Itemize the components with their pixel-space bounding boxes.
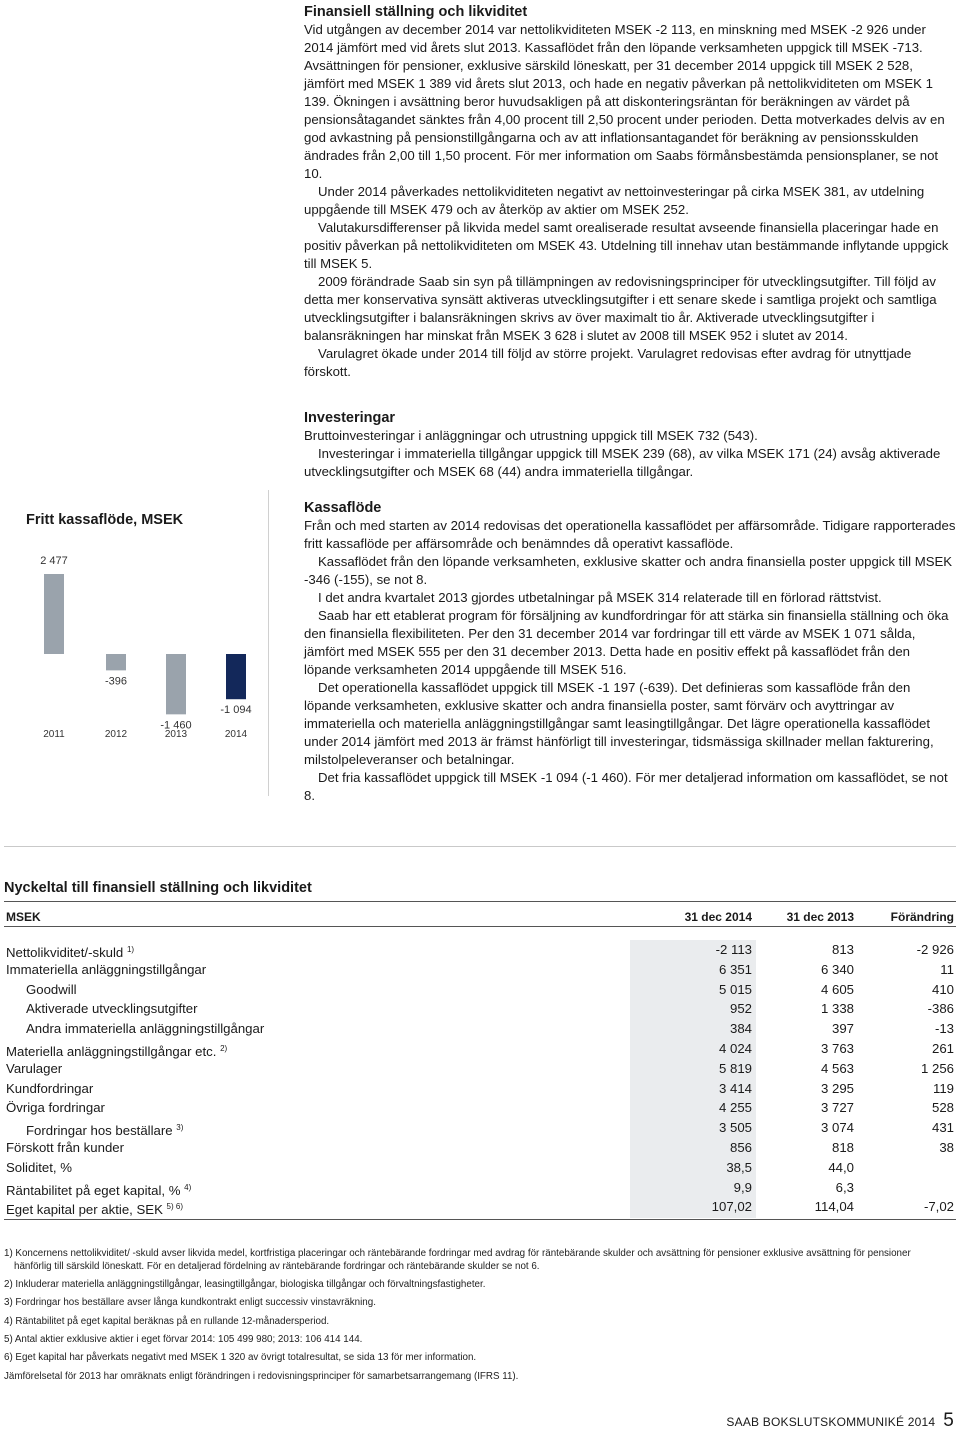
footnote-ref: 3) xyxy=(176,1123,184,1133)
paragraph: Under 2014 påverkades nettolikviditeten negativt av nettoinvesteringar på cirka MSEK 381, av utdelning uppgående till MSEK 479 och av återköp av aktier om MSEK 252. xyxy=(304,184,925,217)
row-label xyxy=(26,999,198,1019)
cell-v3: -13 xyxy=(934,1021,954,1037)
row-label-text: Goodwill xyxy=(26,981,77,997)
footnote: Jämförelsetal för 2013 har omräknats enligt förändringen i redovisningsprinciper för samarbetsarrangemang (IFRS 11). xyxy=(4,1370,519,1382)
row-label-text: Nettolikviditet/-skuld xyxy=(6,945,124,960)
cell-v2: 4 605 xyxy=(820,981,854,997)
section-heading: Investeringar xyxy=(304,410,396,426)
footnote: 6) Eget kapital har påverkats negativt med MSEK 1 320 av övrigt totalresultat, se sida 13 för mer information. xyxy=(4,1352,477,1364)
table-row xyxy=(4,1178,956,1198)
paragraph: Valutakursdifferenser på likvida medel samt orealiserade resultat avseende finansiella placeringar hade en positiv påverkan på nettolikviditeten om MSEK 43. Utdelning till innehav utan bestämmande inflytande uppgick till MSEK 5. xyxy=(304,220,949,271)
cell-v3: -386 xyxy=(927,1001,954,1017)
cell-v3: 410 xyxy=(931,981,954,997)
table-row xyxy=(4,1098,956,1118)
section-finansiell-stallning xyxy=(304,3,956,381)
table-head-rule xyxy=(4,901,956,902)
cell-v2: 813 xyxy=(831,942,854,957)
paragraph: Investeringar i immateriella tillgångar uppgick till MSEK 239 (68), av vilka MSEK 171 (24) avsåg aktiverade utvecklingsutgifter och MSEK 68 (44) andra immateriella tillgångar. xyxy=(304,446,941,479)
table-bottom-rule xyxy=(4,1219,956,1220)
cell-v2: 3 295 xyxy=(820,1080,854,1096)
cell-v2: 6 340 xyxy=(820,961,854,977)
cell-v2: 6,3 xyxy=(835,1179,854,1195)
row-label xyxy=(6,1059,62,1079)
row-label-text: Övriga fordringar xyxy=(6,1100,105,1116)
header-unit: MSEK xyxy=(6,910,41,924)
table-top-divider xyxy=(4,846,956,847)
table-row xyxy=(4,1158,956,1178)
value-label-2012: -396 xyxy=(104,675,128,688)
cell-v3: 119 xyxy=(932,1080,954,1096)
bar-2012 xyxy=(106,654,126,670)
footnote-ref: 5) 6) xyxy=(166,1202,183,1212)
category-label-2013: 2013 xyxy=(164,729,188,740)
table-row xyxy=(4,980,956,1000)
table-row xyxy=(4,999,956,1019)
footer-label: SAAB BOKSLUTSKOMMUNIKÉ 2014 xyxy=(726,1415,936,1429)
row-label xyxy=(6,1079,93,1099)
cell-v1: 9,9 xyxy=(733,1179,752,1195)
table-header-rule xyxy=(4,926,956,927)
row-label-text: Förskott från kunder xyxy=(6,1139,125,1155)
row-label xyxy=(6,1138,124,1158)
paragraph: Vid utgången av december 2014 var nettolikviditeten MSEK -2 113, en minskning med MSEK -2 926 under 2014 jämfört med vid årets slut 2013. Kassaflödet från den löpande verksamheten uppgick till MSEK -713. Avsättningen för pensioner, exklusive särskild löneskatt, per 31 december 2014 uppgick till MSEK 2 528, jämfört med MSEK 1 389 vid årets slut 2013, och hade en negativ påverkan på nettolikviditeten om MSEK 1 139. Ökningen i avsättning beror huvudsakligen på att diskonteringsräntan för beräkningen av värdet på pensionsåtagandet sänktes från 4,00 procent till 2,50 procent under perioden. Detta motverkades delvis av en god avkastning på pensionstillgångarna och av att inflationsantagandet för beräkning av pensionsskulden ändrades från 2,00 till 1,50 procent. För mer information om Saabs förmånsbestämda pensionsplaner, se not 10. xyxy=(304,22,945,181)
cell-v2: 114,04 xyxy=(814,1199,854,1215)
paragraph: Bruttoinvesteringar i anläggningar och utrustning uppgick till MSEK 732 (543). xyxy=(304,428,758,443)
table-row xyxy=(4,1079,956,1099)
cell-v3: 1 256 xyxy=(920,1060,954,1076)
row-label-text: Andra immateriella anläggningstillgångar xyxy=(26,1021,265,1037)
cell-v2: 818 xyxy=(831,1139,854,1155)
row-label-text: Räntabilitet på eget kapital, % xyxy=(6,1182,181,1198)
cell-v3: -7,02 xyxy=(923,1199,954,1215)
cell-v1: 952 xyxy=(729,1001,752,1017)
cell-v1: 5 819 xyxy=(718,1060,752,1076)
table-row xyxy=(4,1197,956,1217)
category-label-2011: 2011 xyxy=(43,729,65,740)
row-label-text: Soliditet, % xyxy=(6,1159,72,1175)
cell-v2: 44,0 xyxy=(828,1159,854,1175)
cell-v3: 38 xyxy=(939,1139,954,1155)
value-label-2013: -1 460 xyxy=(160,719,192,732)
footnote-ref: 2) xyxy=(220,1043,228,1053)
section-heading: Finansiell ställning och likviditet xyxy=(304,4,528,20)
row-label xyxy=(6,1158,72,1178)
cell-v2: 3 763 xyxy=(820,1040,854,1056)
value-label-2011: 2 477 xyxy=(40,555,68,567)
cell-v1: 6 351 xyxy=(718,961,752,977)
paragraph: Från och med starten av 2014 redovisas det operationella kassaflödet per affärsområde. Tidigare rapporterades fritt kassaflöde per affärsområde och benämndes då operativt kassaflöde. xyxy=(304,518,956,551)
header-2013: 31 dec 2013 xyxy=(786,910,854,924)
cell-v3: 11 xyxy=(940,961,954,977)
page-number: 5 xyxy=(943,1410,954,1431)
chart-plot xyxy=(18,506,268,806)
table-row xyxy=(4,1118,956,1138)
row-label-text: Materiella anläggningstillgångar etc. xyxy=(6,1043,217,1059)
page-footer xyxy=(726,1410,954,1432)
footnote: 4) Räntabilitet på eget kapital beräknas på en rullande 12-månadersperiod. xyxy=(4,1315,330,1327)
footnote: 3) Fordringar hos beställare avser långa kundkontrakt enligt successiv vinstavräkning. xyxy=(4,1297,376,1309)
bar-2014 xyxy=(226,654,246,699)
table-row xyxy=(4,960,956,980)
footnote-ref: 4) xyxy=(184,1182,192,1192)
paragraph: Saab har ett etablerat program för försäljning av kundfordringar för att stärka sin finansiella ställning och öka den finansiella flexibiliteten. Per den 31 december 2014 var fordringar till ett värde av MSEK 1 071 sålda, jämfört med MSEK 555 per den 31 december 2013. Detta hade en positiv effekt på kassaflödet från den löpande verksamheten 2014 uppgående till MSEK 516. xyxy=(304,608,949,677)
row-label-text: Aktiverade utvecklingsutgifter xyxy=(26,1001,198,1017)
paragraph: Kassaflödet från den löpande verksamheten, exklusive skatter och andra finansiella poster uppgick till MSEK -346 (-155), se not 8. xyxy=(304,554,953,587)
paragraph: Det operationella kassaflödet uppgick till MSEK -1 197 (-639). Det definieras som kassaflöde från den löpande verksamheten, exklusive skatter och andra finansiella poster, samt förvärv och avyttringar av immateriella och materiella anläggningstillgångar samt leasingtillgångar. Det lägre operationella kassaflödet under 2014 jämfört med 2013 är främst hänförligt till investeringar, tidsmässiga skillnader mellan fakturering, milstolpeleveranser och betalningar. xyxy=(304,680,934,767)
cell-v1: 856 xyxy=(729,1139,752,1155)
cell-v1: 107,02 xyxy=(711,1199,752,1215)
cell-v1: 5 015 xyxy=(718,981,752,997)
footnote: 1) Koncernens nettolikviditet/ -skuld avser likvida medel, kortfristiga placeringar och räntebärande fordringar med avdrag för räntebärande skulder och avsättning för pensioner exklusive avsättning för pensioner hänförlig till särskild löneskatt. För en detaljerad fördelning av räntebärande fordringar och räntebärande skulder se not 6. xyxy=(4,1248,911,1272)
paragraph: Det fria kassaflödet uppgick till MSEK -1 094 (-1 460). För mer detaljerad information om kassaflödet, se not 8. xyxy=(304,770,948,803)
section-heading: Kassaflöde xyxy=(304,500,382,516)
row-label-text: Fordringar hos beställare xyxy=(26,1123,173,1139)
row-label-text: Kundfordringar xyxy=(6,1080,94,1096)
paragraph: 2009 förändrade Saab sin syn på tillämpningen av redovisningsprinciper för utvecklingsutgifter. Till följd av detta mer konservativa synsätt aktiveras utvecklingsutgifter i ett senare skede i samtliga projekt och samtliga utvecklingsutgifter i balansräkningen skrivs av över maximalt tio år. Aktiverade utvecklingsutgifter i balansräkningen har minskat från MSEK 3 628 i slutet av 2008 till MSEK 952 i slutet av 2014. xyxy=(304,274,937,343)
chart-divider xyxy=(268,490,269,796)
bar-2013 xyxy=(166,654,186,714)
cell-v2: 4 563 xyxy=(820,1060,854,1076)
row-label xyxy=(26,980,77,1000)
cell-v2: 3 727 xyxy=(820,1100,854,1116)
table-header xyxy=(4,906,956,926)
row-label-text: Eget kapital per aktie, SEK xyxy=(6,1202,163,1218)
free-cashflow-chart xyxy=(18,506,268,806)
row-label-text: Varulager xyxy=(6,1060,63,1076)
table-row xyxy=(4,940,956,960)
cell-v1: 4 024 xyxy=(718,1040,752,1056)
row-label xyxy=(6,1098,105,1118)
cell-v2: 1 338 xyxy=(820,1001,854,1017)
cell-v1: 384 xyxy=(729,1021,752,1037)
cell-v3: 261 xyxy=(931,1040,954,1056)
cell-v3: -2 926 xyxy=(916,942,954,957)
cell-v1: 38,5 xyxy=(726,1159,752,1175)
row-label xyxy=(26,1019,264,1039)
footnote: 5) Antal aktier exklusive aktier i eget förvar 2014: 105 499 980; 2013: 106 414 144. xyxy=(4,1333,363,1345)
table-row xyxy=(4,1019,956,1039)
table-title: Nyckeltal till finansiell ställning och likviditet xyxy=(4,880,312,896)
cell-v1: 3 414 xyxy=(718,1080,752,1096)
value-label-2014: -1 094 xyxy=(220,704,252,717)
table-row xyxy=(4,1138,956,1158)
table-row xyxy=(4,1039,956,1059)
row-label-text: Immateriella anläggningstillgångar xyxy=(6,961,207,977)
section-investeringar xyxy=(304,409,956,481)
header-2014: 31 dec 2014 xyxy=(684,910,752,924)
category-label-2014: 2014 xyxy=(224,729,248,740)
footnote: 2) Inkluderar materiella anläggningstillgångar, leasingtillgångar, biologiska tillgångar och förvaltningsfastigheter. xyxy=(4,1279,486,1291)
cell-v2: 3 074 xyxy=(820,1120,854,1136)
table-body xyxy=(4,940,956,1217)
cell-v1: 4 255 xyxy=(718,1100,752,1116)
bar-2011 xyxy=(44,574,64,654)
paragraph: Varulagret ökade under 2014 till följd av större projekt. Varulagret redovisas efter avdrag för utnyttjade förskott. xyxy=(304,346,912,379)
cell-v3: 431 xyxy=(931,1120,954,1136)
table-row xyxy=(4,1059,956,1079)
category-label-2012: 2012 xyxy=(104,729,128,740)
section-kassaflode xyxy=(304,499,956,805)
cell-v2: 397 xyxy=(831,1021,854,1037)
row-label xyxy=(6,1197,183,1220)
chart-title: Fritt kassaflöde, MSEK xyxy=(26,512,184,528)
cell-v1: 3 505 xyxy=(718,1120,752,1136)
footnotes xyxy=(4,1248,944,1389)
footnote-ref: 1) xyxy=(126,945,135,954)
cell-v1: -2 113 xyxy=(715,942,752,957)
header-change: Förändring xyxy=(890,910,954,924)
paragraph: I det andra kvartalet 2013 gjordes utbetalningar på MSEK 314 relaterade till en förlorad rättstvist. xyxy=(318,590,882,605)
cell-v3: 528 xyxy=(931,1100,954,1116)
row-label xyxy=(6,960,206,980)
